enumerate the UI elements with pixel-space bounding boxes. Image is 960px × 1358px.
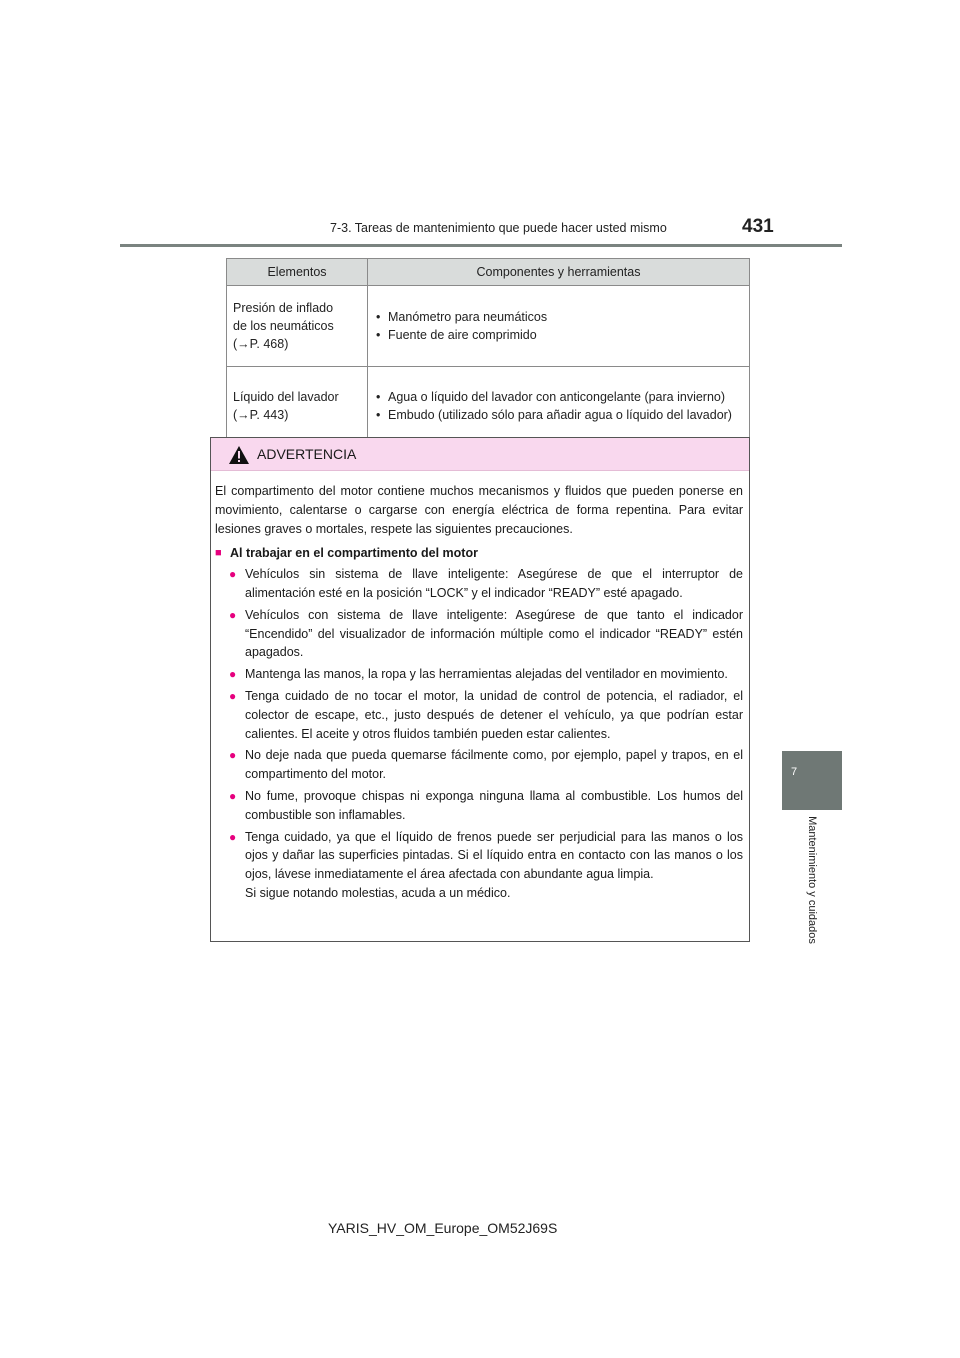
column-header-items: Elementos (227, 259, 368, 286)
list-item (215, 665, 743, 684)
warning-box (210, 437, 750, 942)
warning-header (211, 438, 749, 471)
table-cell-item (227, 367, 368, 446)
precaution-text: Tenga cuidado, ya que el líquido de frenos puede ser perjudicial para las manos o los ojos y dañar las superficies pintadas. Si el líquido entra en contacto con las manos o los ojos, lávese inmediatamente el área afectada con abundante agua limpia. Si sigue notando molestias, acuda a un médico. (245, 829, 743, 900)
precaution-text: No deje nada que pueda quemarse fácilmente como, por ejemplo, papel y trapos, en el compartimento del motor. (245, 748, 743, 782)
table-cell-item (227, 286, 368, 367)
circle-bullet-icon: ● (229, 688, 237, 703)
warning-triangle-icon (228, 445, 250, 465)
warning-section-title: Al trabajar en el compartimento del motor (230, 546, 478, 561)
chapter-label: Mantenimiento y cuidados (806, 816, 818, 944)
column-header-components: Componentes y herramientas (368, 259, 750, 286)
list-item (215, 606, 743, 662)
item-line: de los neumáticos (233, 319, 334, 333)
warning-section (215, 544, 743, 563)
circle-bullet-icon: ● (229, 607, 237, 622)
component-bullet: • Embudo (utilizado sólo para añadir agua o líquido del lavador) (376, 406, 741, 424)
table-cell-components (368, 286, 750, 367)
maintenance-items-table (226, 258, 750, 446)
table-row (227, 367, 750, 446)
circle-bullet-icon: ● (229, 788, 237, 803)
table-row (227, 286, 750, 367)
item-page-ref: (→P. 468) (233, 337, 289, 351)
circle-bullet-icon: ● (229, 567, 237, 582)
warning-body (211, 471, 749, 903)
list-item (215, 565, 743, 603)
chapter-tab (782, 751, 842, 810)
document-id: YARIS_HV_OM_Europe_OM52J69S (328, 1220, 558, 1236)
precaution-text: Tenga cuidado de no tocar el motor, la unidad de control de potencia, el radiador, el colector de escape, etc., justo después de detener el vehículo, ya que podrían estar calientes. El aceite y otros fluidos también pueden estar calientes. (245, 688, 743, 741)
circle-bullet-icon: ● (229, 748, 237, 763)
header-divider (120, 244, 842, 247)
list-item (215, 746, 743, 784)
section-header-title: 7-3. Tareas de mantenimiento que puede hacer usted mismo (330, 221, 667, 235)
item-page-ref: (→P. 443) (233, 408, 289, 422)
component-bullet: • Manómetro para neumáticos (376, 308, 741, 326)
precautions-list (215, 565, 743, 903)
warning-intro: El compartimento del motor contiene muchos mecanismos y fluidos que pueden ponerse en movimiento, calentarse o cargarse con energía eléctrica de forma repentina. Para evitar lesiones graves o mortales, respete las siguientes precauciones. (215, 484, 743, 536)
precaution-text: Mantenga las manos, la ropa y las herramientas alejadas del ventilador en movimiento. (245, 667, 728, 682)
precaution-text: Vehículos sin sistema de llave inteligente: Asegúrese de que el interruptor de alimentación esté en la posición “LOCK” y el indicador “READY” esté apagado. (245, 567, 743, 600)
table-cell-components (368, 367, 750, 446)
list-item (215, 828, 743, 903)
circle-bullet-icon: ● (229, 667, 237, 682)
list-item (215, 787, 743, 825)
warning-title: ADVERTENCIA (257, 446, 357, 462)
precaution-text: Vehículos con sistema de llave inteligente: Asegúrese de que tanto el indicador “Encendido” del visualizador de información múltiple como el indicador “READY” estén apagados. (245, 607, 743, 660)
precaution-text: No fume, provoque chispas ni exponga ninguna llama al combustible. Los humos del combustible son inflamables. (245, 788, 743, 822)
square-bullet-icon: ■ (215, 547, 222, 560)
item-line: Presión de inflado (233, 301, 334, 315)
component-bullet: • Agua o líquido del lavador con anticongelante (para invierno) (376, 388, 741, 406)
table-header-row (227, 259, 750, 286)
item-line: Líquido del lavador (233, 390, 339, 404)
page-number: 431 (742, 216, 774, 237)
component-bullet: • Fuente de aire comprimido (376, 326, 741, 344)
chapter-number: 7 (791, 766, 798, 778)
list-item (215, 687, 743, 743)
circle-bullet-icon: ● (229, 829, 237, 844)
